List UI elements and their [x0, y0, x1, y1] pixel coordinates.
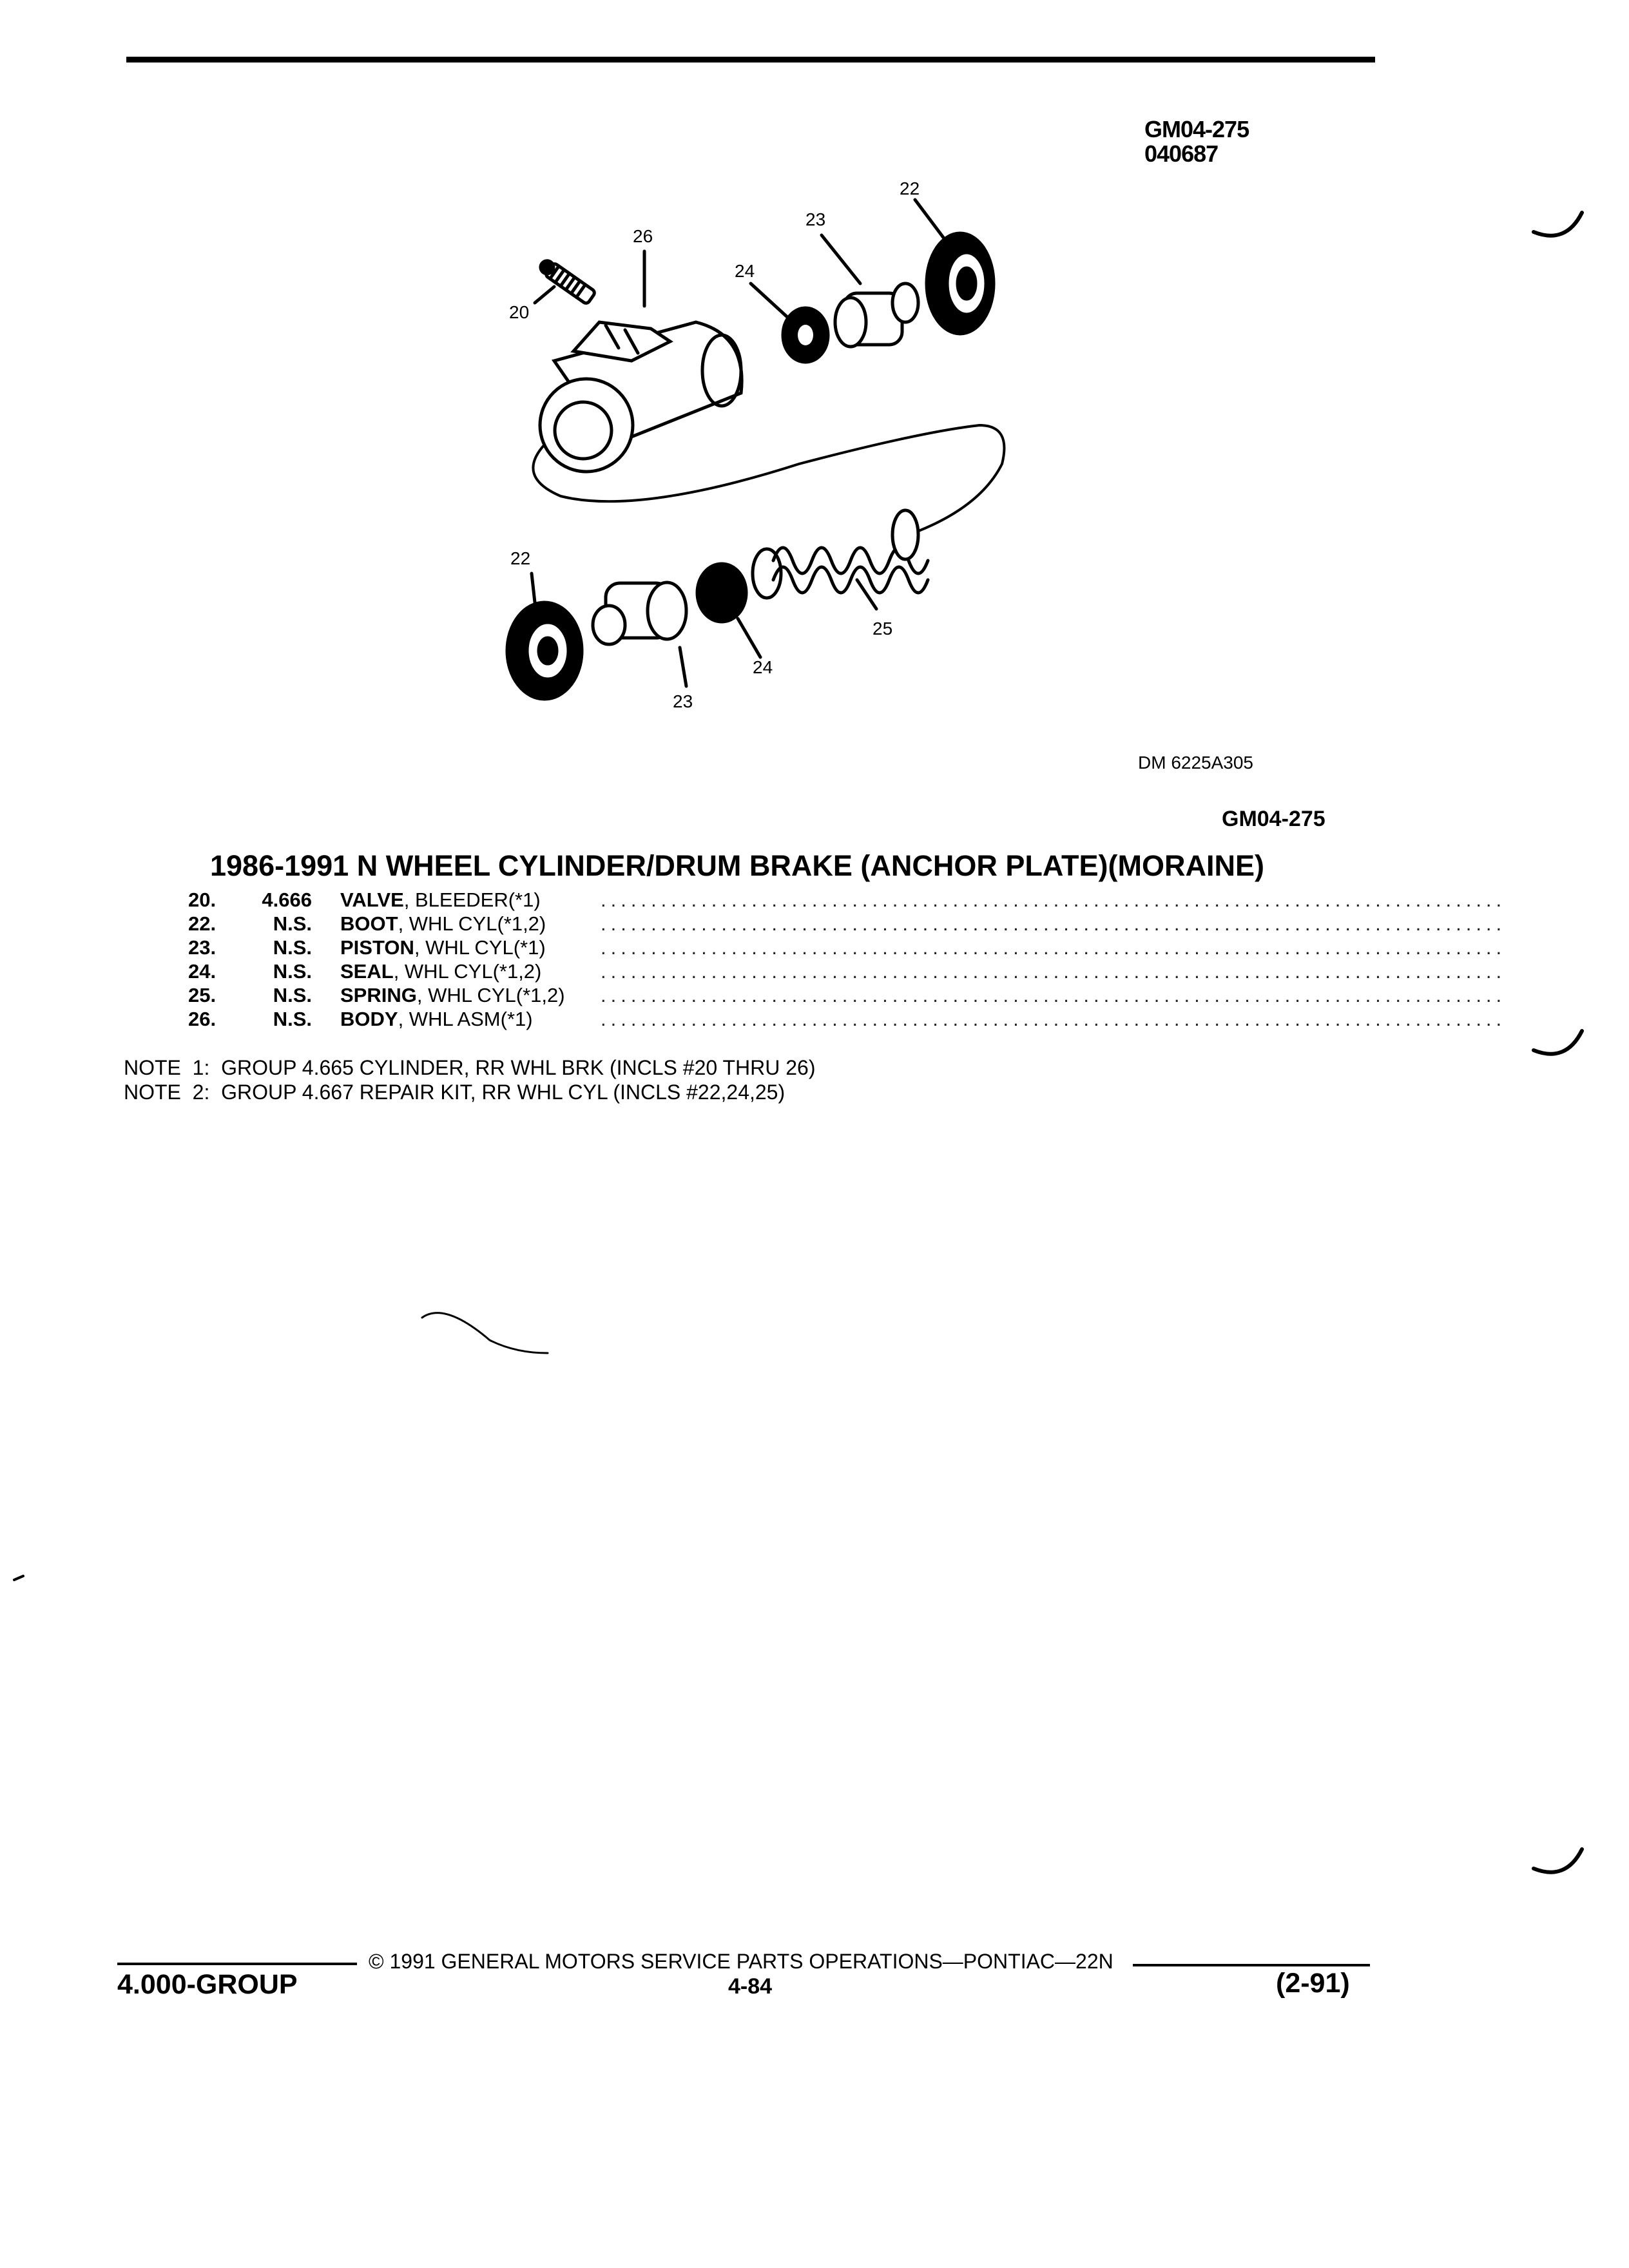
part-name: VALVE	[340, 889, 404, 911]
part-number: 23.	[188, 936, 217, 959]
leader-dots: ..........................................................................................	[601, 889, 1507, 911]
leader-dots: ..........................................................................................	[601, 936, 1507, 959]
callout-26: 26	[633, 226, 653, 246]
part-row	[188, 1007, 1507, 1031]
callout-22-lower: 22	[510, 548, 531, 568]
part-description: , WHL CYL(*1,2)	[416, 984, 565, 1006]
callout-25: 25	[872, 619, 893, 639]
callout-24-lower: 24	[753, 657, 773, 677]
stray-mark	[422, 1313, 548, 1353]
part-group: 4.666	[262, 889, 312, 911]
stray-dash	[14, 1576, 23, 1580]
callout-23-lower: 23	[673, 691, 693, 711]
part-group: N.S.	[273, 984, 312, 1006]
part-name: SEAL	[340, 960, 394, 983]
part-group: N.S.	[273, 936, 312, 959]
piston-part-lower	[593, 582, 686, 644]
cylinder-body-part	[540, 322, 742, 472]
figure-id: GM04-275	[1144, 116, 1249, 142]
spring-part	[753, 510, 928, 598]
note-2: NOTE 2: GROUP 4.667 REPAIR KIT, RR WHL CYL (INCLS #22,24,25)	[124, 1081, 786, 1104]
footer-rule-right	[1133, 1964, 1370, 1966]
part-number: 22.	[188, 912, 217, 935]
leader-dots: ..........................................................................................	[601, 1008, 1507, 1030]
seal-part-lower	[697, 564, 746, 622]
part-number: 24.	[188, 960, 217, 983]
part-description: , WHL CYL(*1,2)	[393, 960, 542, 983]
part-row	[188, 912, 1507, 936]
leader-dots: ..........................................................................................	[601, 960, 1507, 983]
part-description: , WHL CYL(*1,2)	[398, 912, 546, 935]
footer-page-number: 4-84	[728, 1974, 773, 1999]
part-row	[188, 888, 1507, 912]
diagram-code: DM 6225A305	[1138, 753, 1254, 773]
piston-part-upper	[835, 284, 918, 347]
notes-block	[124, 1055, 815, 1104]
parts-list	[188, 888, 1507, 1031]
footer-copyright: © 1991 GENERAL MOTORS SERVICE PARTS OPERATIONS—PONTIAC—22N	[369, 1950, 1113, 1973]
callout-23-upper: 23	[805, 209, 826, 229]
part-name: SPRING	[340, 984, 417, 1006]
wheel-cylinder-exploded-diagram	[0, 0, 1629, 812]
binder-hole-mark-bottom	[1534, 1849, 1582, 1872]
part-description: , WHL ASM(*1)	[398, 1008, 533, 1030]
section-code: GM04-275	[1222, 807, 1325, 831]
part-group: N.S.	[273, 960, 312, 983]
figure-date: 040687	[1144, 140, 1219, 167]
binder-hole-mark-middle	[1534, 1031, 1582, 1054]
callout-20: 20	[509, 302, 530, 322]
part-name: BOOT	[340, 912, 398, 935]
part-description: , WHL CYL(*1)	[414, 936, 546, 959]
leader-dots: ..........................................................................................	[601, 984, 1507, 1006]
footer-rule-left	[117, 1963, 357, 1965]
part-group: N.S.	[273, 1008, 312, 1030]
footer-group: 4.000-GROUP	[117, 1969, 298, 2000]
part-name: BODY	[340, 1008, 398, 1030]
part-row	[188, 983, 1507, 1007]
part-group: N.S.	[273, 912, 312, 935]
part-row	[188, 959, 1507, 983]
part-number: 25.	[188, 984, 217, 1006]
section-title: 1986-1991 N WHEEL CYLINDER/DRUM BRAKE (ANCHOR PLATE)(MORAINE)	[210, 849, 1264, 882]
bleeder-valve-part	[537, 257, 596, 305]
leader-dots: ..........................................................................................	[601, 912, 1507, 935]
part-number: 20.	[188, 889, 217, 911]
callout-22-upper: 22	[900, 178, 920, 198]
part-number: 26.	[188, 1008, 217, 1030]
part-name: PISTON	[340, 936, 414, 959]
footer-revision: (2-91)	[1276, 1968, 1350, 1999]
callout-24-upper: 24	[735, 261, 755, 281]
note-1: NOTE 1: GROUP 4.665 CYLINDER, RR WHL BRK (INCLS #20 THRU 26)	[124, 1056, 816, 1079]
part-row	[188, 936, 1507, 959]
part-description: , BLEEDER(*1)	[403, 889, 541, 911]
